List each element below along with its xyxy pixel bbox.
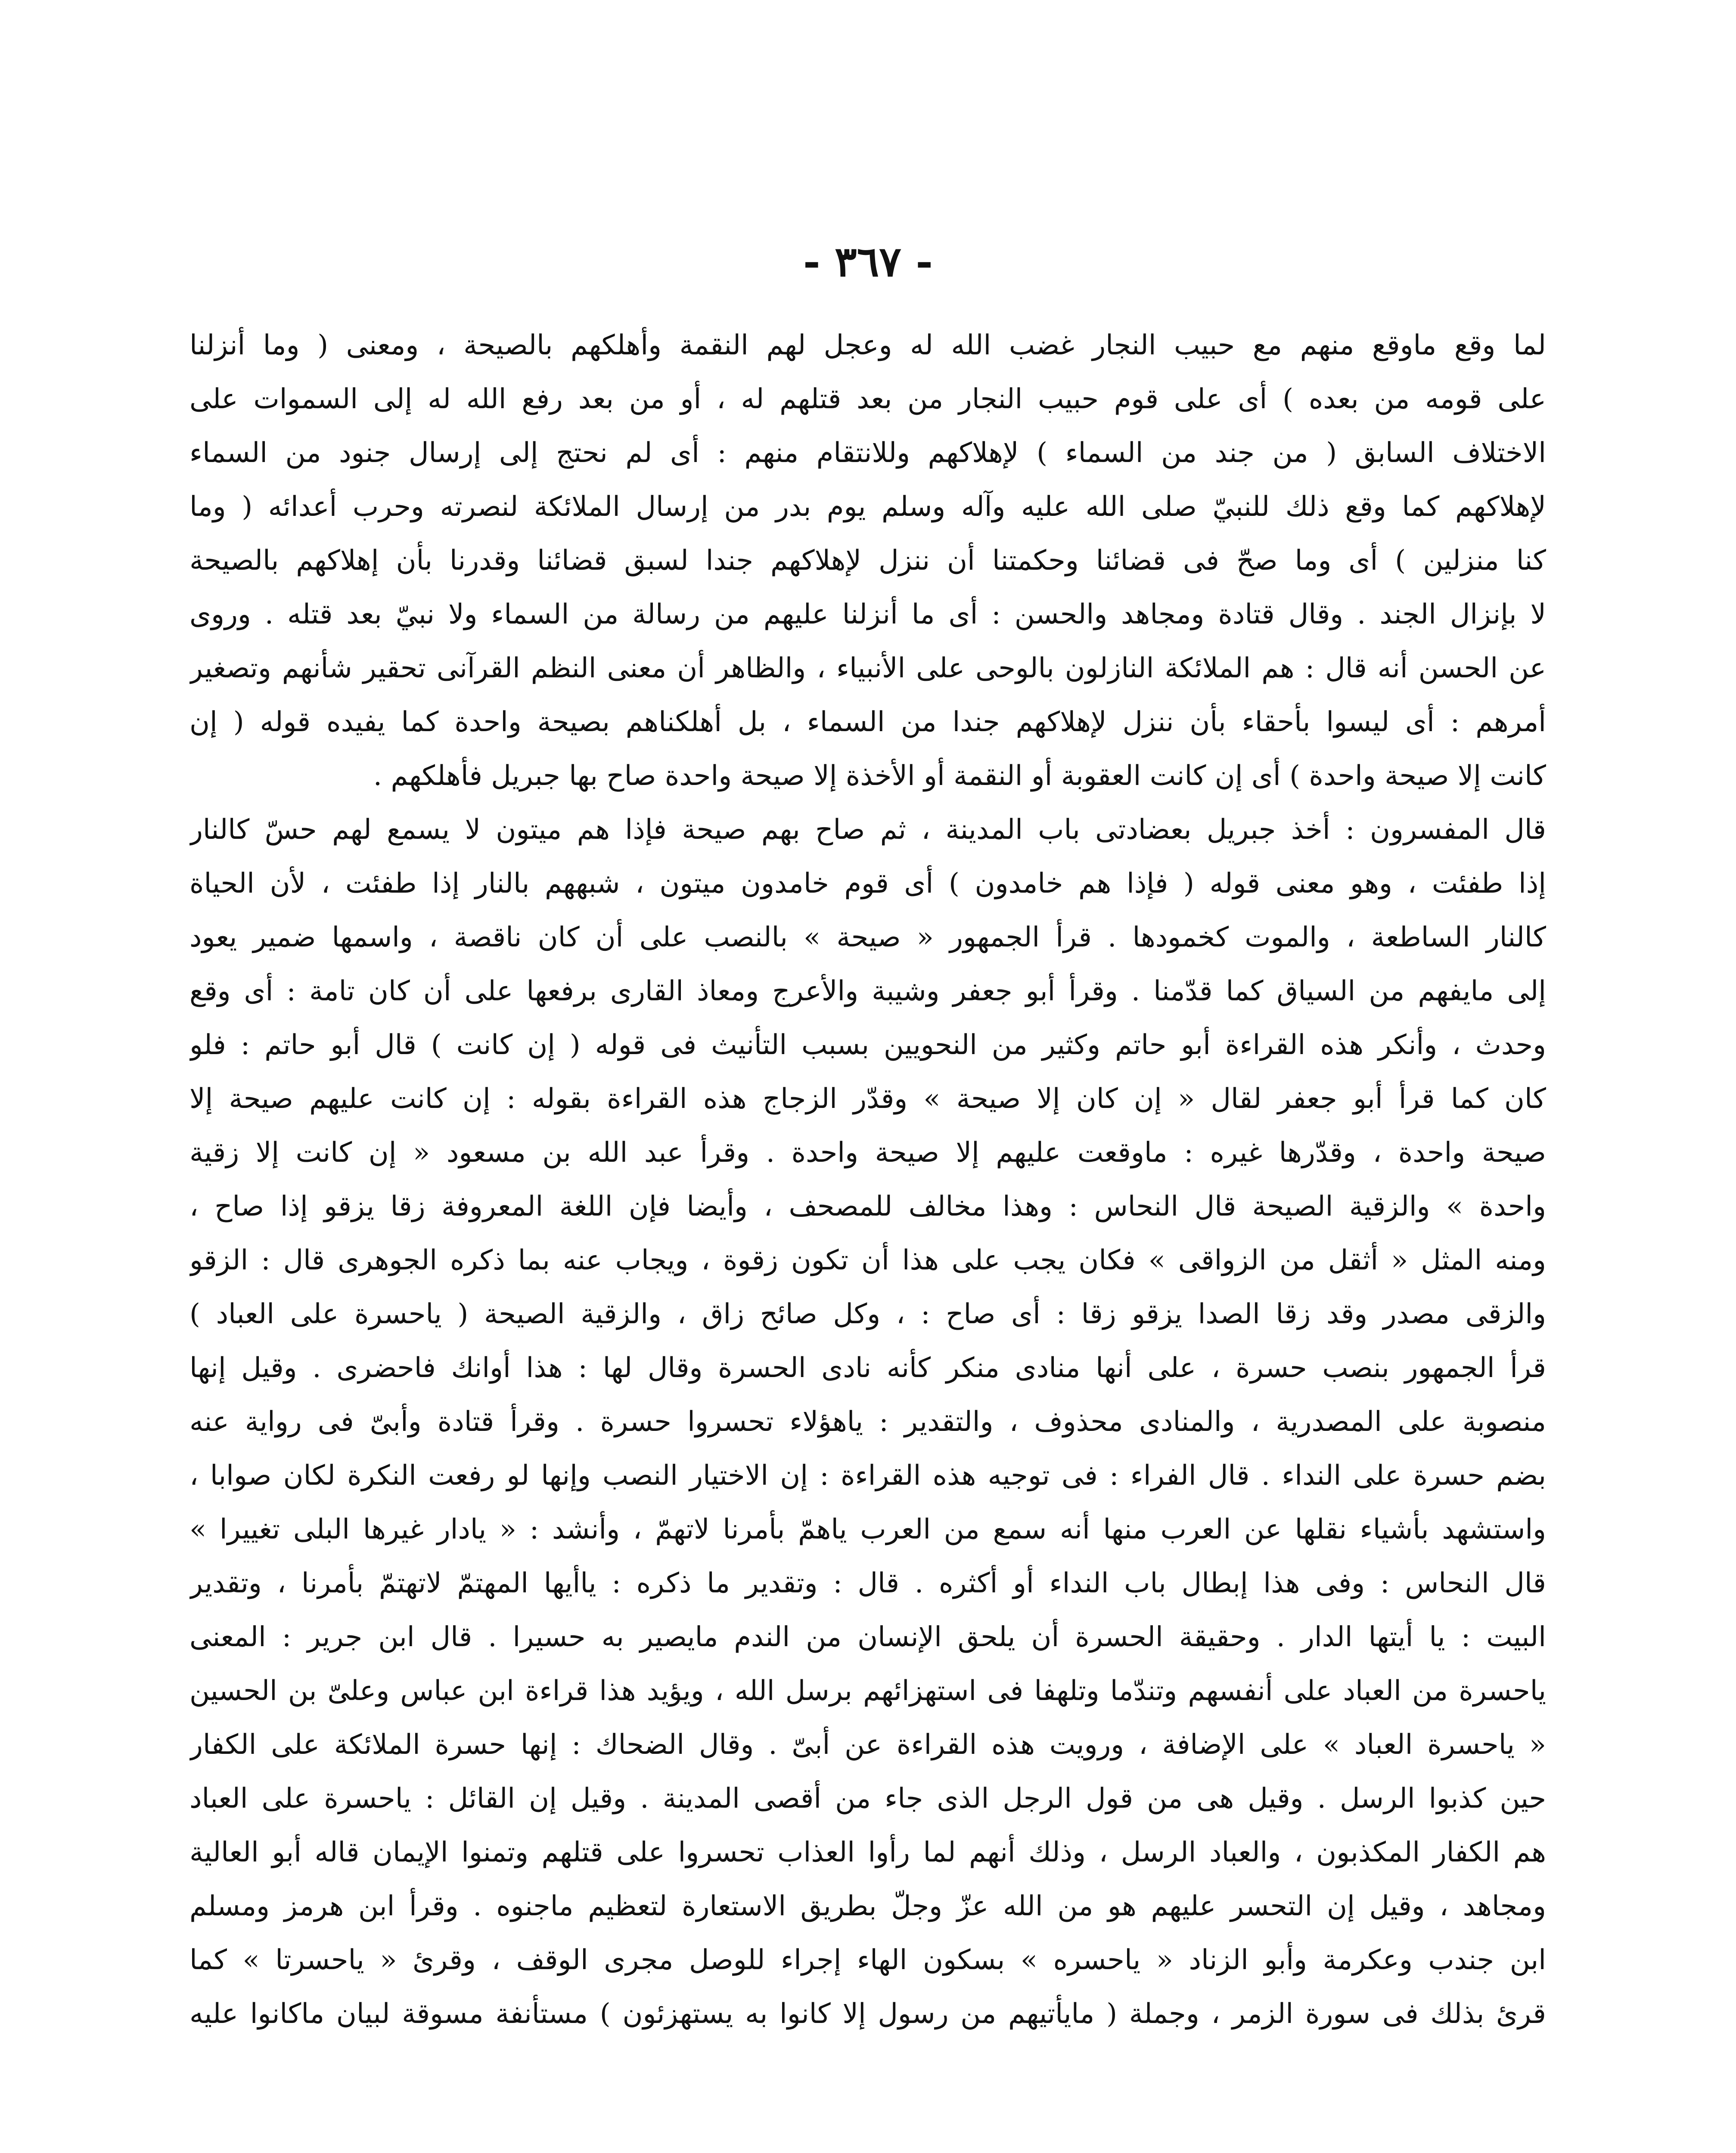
text-line: إذا طفئت ، وهو معنى قوله ( فإذا هم خامدون ) أى قوم خامدون ميتون ، شبههم بالنار إذا طفئت ، لأن الحياة xyxy=(189,868,1546,900)
page-number: - ٣٦٧ - xyxy=(803,237,933,286)
text-line: ومجاهد ، وقيل إن التحسر عليهم هو من الله عزّ وجلّ بطريق الاستعارة لتعظيم ماجنوه . وقرأ ابن هرمز ومسلم xyxy=(189,1890,1546,1922)
text-line: « ياحسرة العباد » على الإضافة ، ورويت هذه القراءة عن أبىّ . وقال الضحاك : إنها حسرة الملائكة على الكفار xyxy=(189,1729,1546,1761)
text-line: كنا منزلين ) أى وما صحّ فى قضائنا وحكمتنا أن ننزل لإهلاكهم جندا لسبق قضائنا وقدرنا بأن إهلاكهم بالصيحة xyxy=(189,545,1546,577)
text-line: ياحسرة من العباد على أنفسهم وتندّما وتلهفا فى استهزائهم برسل الله ، ويؤيد هذا قراءة ابن عباس وعلىّ بن الحسين xyxy=(189,1675,1546,1707)
text-line: أمرهم : أى ليسوا بأحقاء بأن ننزل لإهلاكهم جندا من السماء ، بل أهلكناهم بصيحة واحدة كما يفيده قوله ( إن xyxy=(189,706,1546,738)
text-line: ابن جندب وعكرمة وأبو الزناد « ياحسره » بسكون الهاء إجراء للوصل مجرى الوقف ، وقرئ « ياحسرتا » كما xyxy=(189,1944,1546,1976)
text-line: هم الكفار المكذبون ، والعباد الرسل ، وذلك أنهم لما رأوا العذاب تحسروا على قتلهم وتمنوا الإيمان قاله أبو العالية xyxy=(189,1837,1546,1868)
text-line: لما وقع ماوقع منهم مع حبيب النجار غضب الله له وعجل لهم النقمة وأهلكهم بالصيحة ، ومعنى ( وما أنزلنا xyxy=(189,329,1546,361)
text-line: كان كما قرأ أبو جعفر لقال « إن كان إلا صيحة » وقدّر الزجاج هذه القراءة بقوله : إن كانت عليهم صيحة إلا xyxy=(189,1083,1546,1115)
body-text xyxy=(189,319,1546,2041)
text-line: الاختلاف السابق ( من جند من السماء ) لإهلاكهم وللانتقام منهم : أى لم نحتج إلى إرسال جنود من السماء xyxy=(189,437,1546,469)
text-line: وحدث ، وأنكر هذه القراءة أبو حاتم وكثير من النحويين بسبب التأنيث فى قوله ( إن كانت ) قال أبو حاتم : فلو xyxy=(189,1029,1546,1061)
text-line: قرئ بذلك فى سورة الزمر ، وجملة ( مايأتيهم من رسول إلا كانوا به يستهزئون ) مستأنفة مسوقة لبيان ماكانوا عليه xyxy=(189,1998,1546,2030)
text-line: إلى مايفهم من السياق كما قدّمنا . وقرأ أبو جعفر وشيبة والأعرج ومعاذ القارى برفعها على أن كان تامة : أى وقع xyxy=(189,975,1546,1007)
text-line: كالنار الساطعة ، والموت كخمودها . قرأ الجمهور « صيحة » بالنصب على أن كان ناقصة ، واسمها ضمير يعود xyxy=(189,921,1546,953)
text-line: كانت إلا صيحة واحدة ) أى إن كانت العقوبة أو النقمة أو الأخذة إلا صيحة واحدة صاح بها جبريل فأهلكهم . xyxy=(373,760,1546,792)
text-line: قال المفسرون : أخذ جبريل بعضادتى باب المدينة ، ثم صاح بهم صيحة فإذا هم ميتون لا يسمع لهم حسّ كالنار xyxy=(189,814,1546,846)
text-line: صيحة واحدة ، وقدّرها غيره : ماوقعت عليهم إلا صيحة واحدة . وقرأ عبد الله بن مسعود « إن كانت إلا زقية xyxy=(189,1137,1546,1169)
text-line: لا بإنزال الجند . وقال قتادة ومجاهد والحسن : أى ما أنزلنا عليهم من رسالة من السماء ولا نبيّ بعد قتله . وروى xyxy=(189,599,1546,630)
text-line: حين كذبوا الرسل . وقيل هى من قول الرجل الذى جاء من أقصى المدينة . وقيل إن القائل : ياحسرة على العباد xyxy=(189,1783,1546,1815)
text-line: قال النحاس : وفى هذا إبطال باب النداء أو أكثره . قال : وتقدير ما ذكره : ياأيها المهتمّ لاتهتمّ بأمرنا ، وتقدير xyxy=(189,1567,1546,1599)
text-line: على قومه من بعده ) أى على قوم حبيب النجار من بعد قتلهم له ، أو من بعد رفع الله له إلى السموات على xyxy=(189,383,1546,415)
text-line: واحدة » والزقية الصيحة قال النحاس : وهذا مخالف للمصحف ، وأيضا فإن اللغة المعروفة زقا يزقو إذا صاح ، xyxy=(189,1191,1546,1222)
text-line: ومنه المثل « أثقل من الزواقى » فكان يجب على هذا أن تكون زقوة ، ويجاب عنه بما ذكره الجوهرى قال : الزقو xyxy=(189,1244,1546,1276)
text-line: والزقى مصدر وقد زقا الصدا يزقو زقا : أى صاح : ، وكل صائح زاق ، والزقية الصيحة ( ياحسرة على العباد ) xyxy=(189,1298,1546,1330)
text-line: واستشهد بأشياء نقلها عن العرب منها أنه سمع من العرب ياهمّ بأمرنا لاتهمّ ، وأنشد : « يادار غيرها البلى تغييرا » xyxy=(189,1514,1546,1545)
text-line: بضم حسرة على النداء . قال الفراء : فى توجيه هذه القراءة : إن الاختيار النصب وإنها لو رفعت النكرة لكان صوابا ، xyxy=(189,1460,1546,1492)
text-line: لإهلاكهم كما وقع ذلك للنبيّ صلى الله عليه وآله وسلم يوم بدر من إرسال الملائكة لنصرته وحرب أعدائه ( وما xyxy=(189,491,1546,523)
text-line: عن الحسن أنه قال : هم الملائكة النازلون بالوحى على الأنبياء ، والظاهر أن معنى النظم القرآنى تحقير شأنهم وتصغير xyxy=(189,652,1546,684)
text-line: البيت : يا أيتها الدار . وحقيقة الحسرة أن يلحق الإنسان من الندم مايصير به حسيرا . قال ابن جرير : المعنى xyxy=(189,1621,1546,1653)
text-line: قرأ الجمهور بنصب حسرة ، على أنها منادى منكر كأنه نادى الحسرة وقال لها : هذا أوانك فاحضرى . وقيل إنها xyxy=(189,1352,1546,1384)
text-line: منصوبة على المصدرية ، والمنادى محذوف ، والتقدير : ياهؤلاء تحسروا حسرة . وقرأ قتادة وأبىّ فى رواية عنه xyxy=(189,1406,1546,1438)
